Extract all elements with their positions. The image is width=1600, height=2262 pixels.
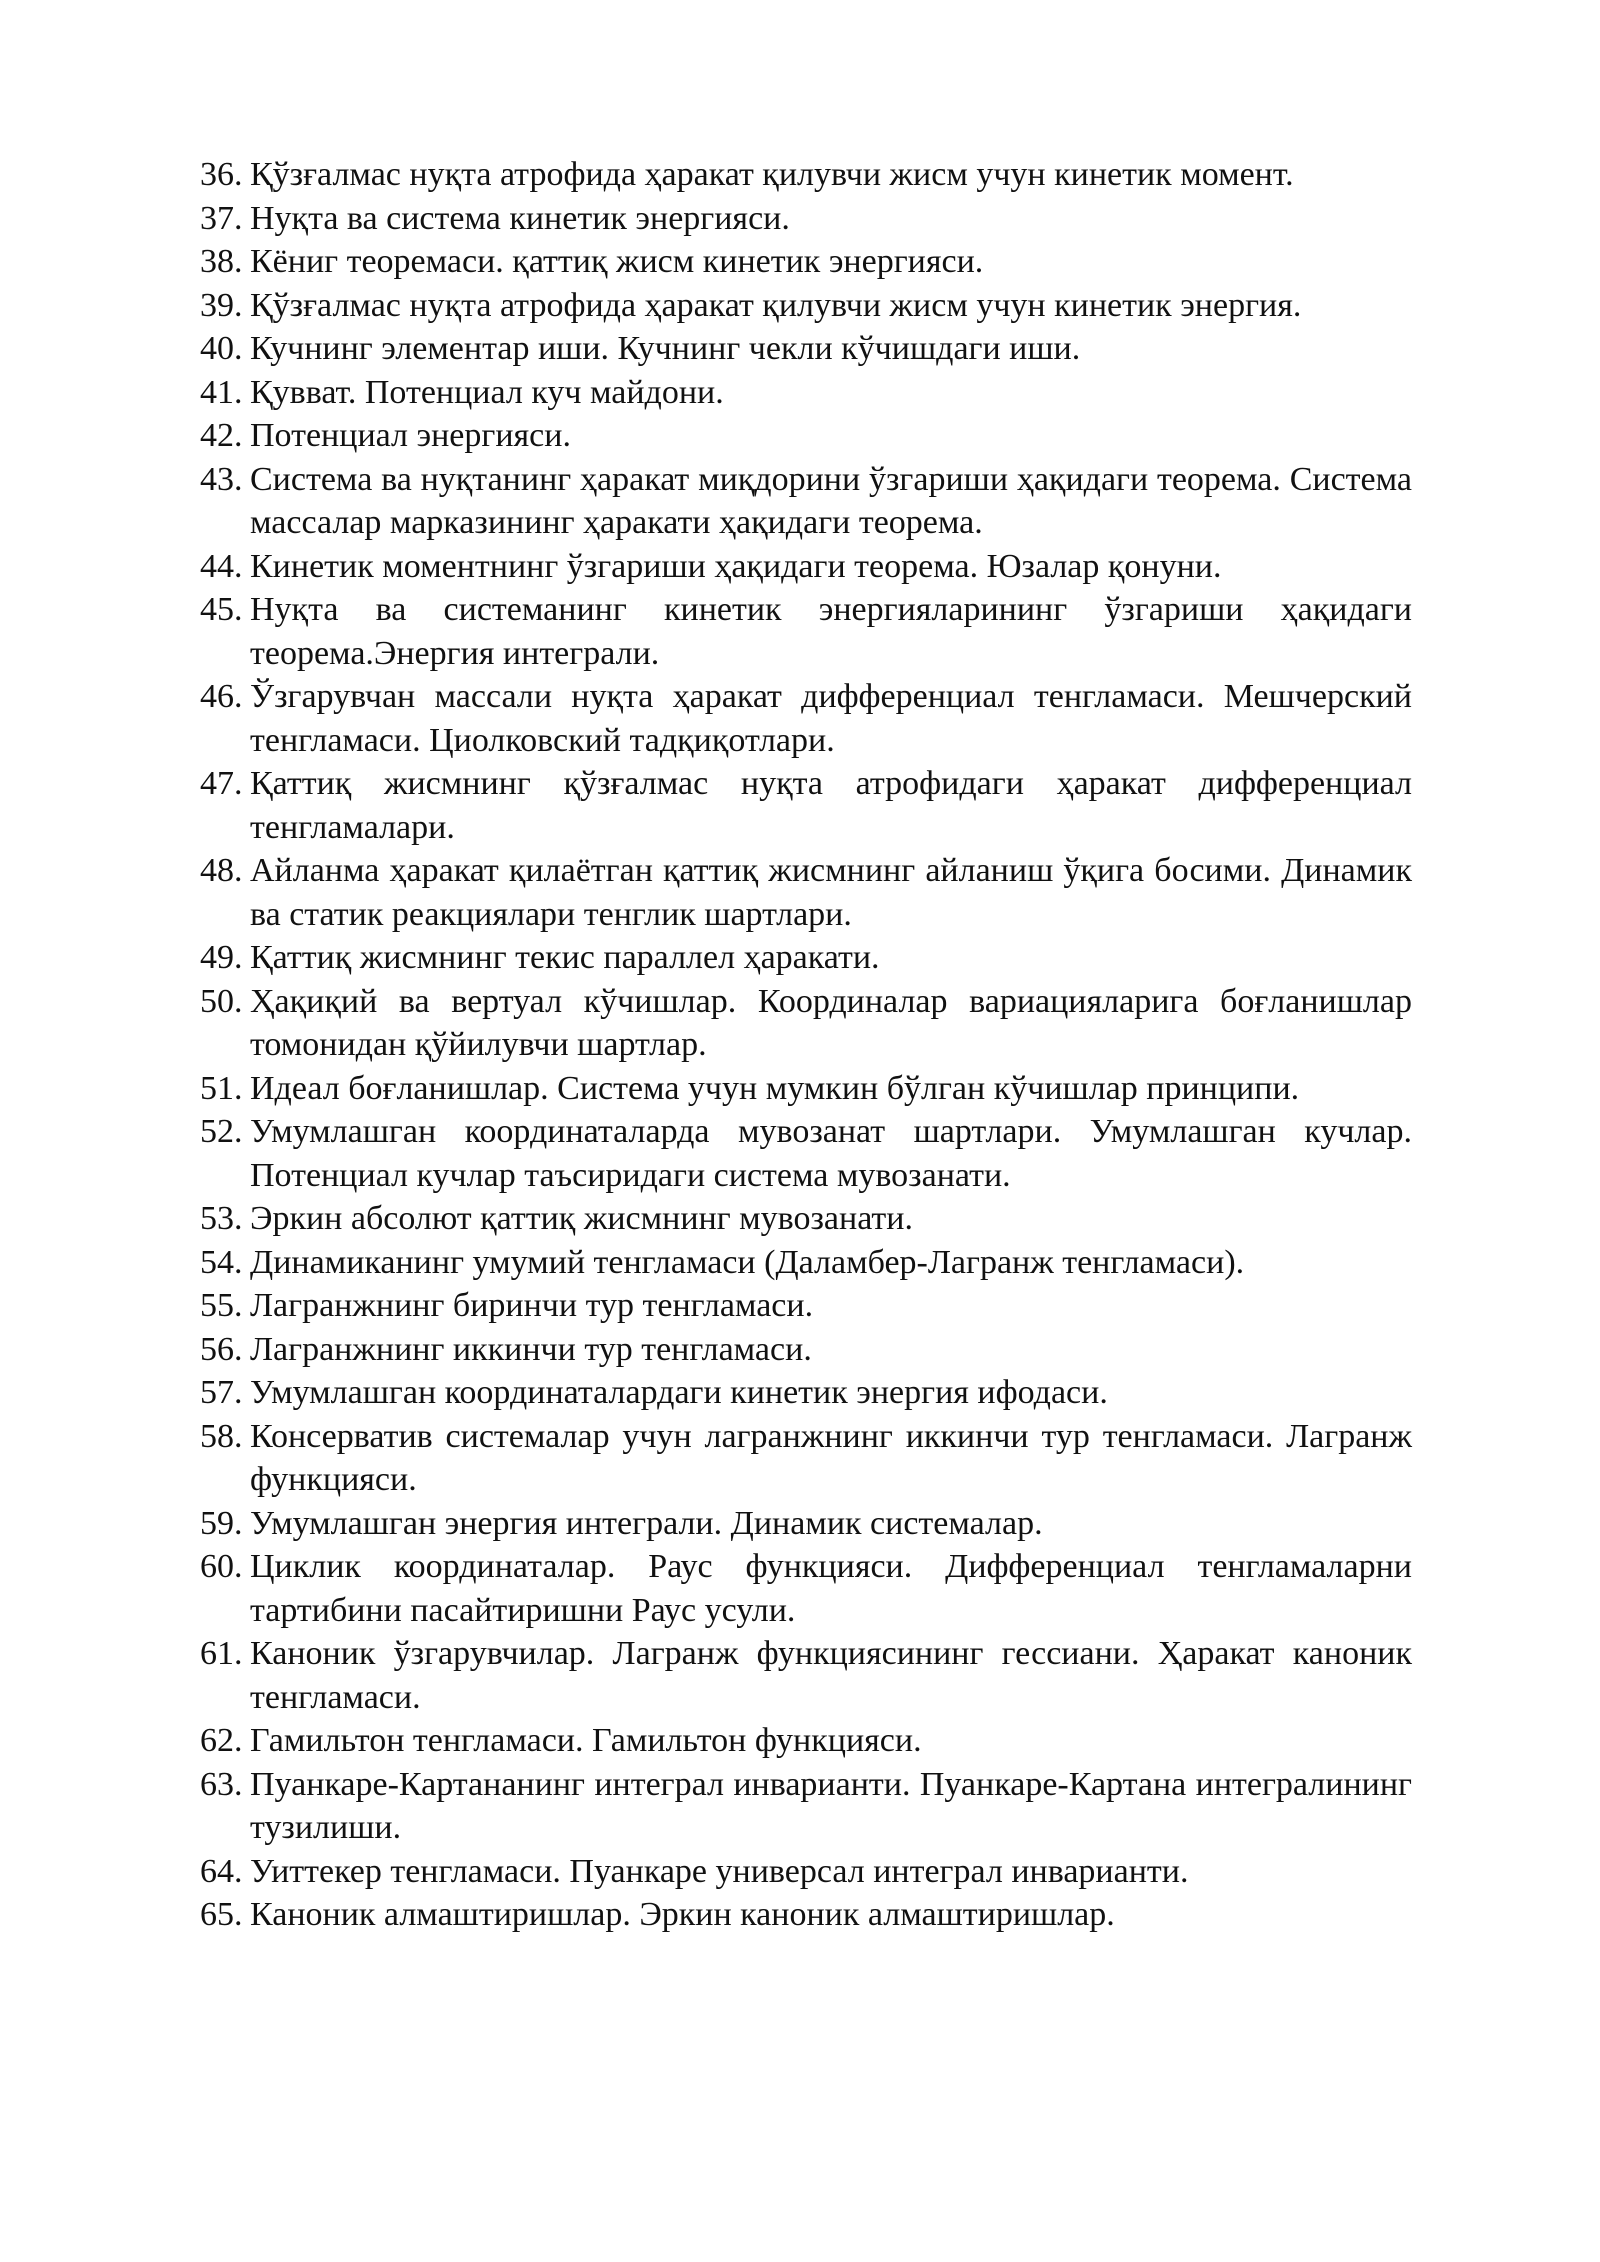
list-item (200, 327, 1412, 371)
item-text: Лагранжнинг иккинчи тур тенгламаси. (250, 1330, 812, 1368)
list-item (200, 1893, 1412, 1937)
list-item (200, 1371, 1412, 1415)
list-item (200, 1110, 1412, 1197)
item-number: 63. (200, 1765, 243, 1803)
item-number: 46. (200, 678, 243, 715)
item-text: Нуқта ва системанинг кинетик энергияларининг ўзгариши ҳақидаги теорема.Энергия интеграли. (250, 591, 1412, 672)
item-number: 40. (200, 330, 243, 367)
item-text: Кинетик моментнинг ўзгариши ҳақидаги теорема. Юзалар қонуни. (250, 547, 1222, 585)
item-text: Гамильтон тенгламаси. Гамильтон функцияси. (250, 1722, 922, 1759)
list-item (200, 849, 1412, 936)
list-item (200, 1284, 1412, 1328)
item-number: 44. (200, 547, 243, 585)
item-text: Қаттиқ жисмнинг қўзғалмас нуқта атрофидаги ҳаракат дифференциал тенгламалари. (250, 765, 1412, 846)
list-item (200, 1415, 1412, 1502)
list-item (200, 1328, 1412, 1372)
item-number: 39. (200, 286, 243, 324)
item-text: Ўзгарувчан массали нуқта ҳаракат дифференциал тенгламаси. Мешчерский тенгламаси. Циолковский тадқиқотлари. (250, 678, 1412, 759)
item-text: Система ва нуқтанинг ҳаракат миқдорини ўзгариши ҳақидаги теорема. Система массалар марказининг ҳаракати ҳақидаги теорема. (250, 460, 1412, 541)
item-text: Қувват. Потенциал куч майдони. (250, 373, 724, 411)
item-number: 51. (200, 1069, 243, 1107)
topic-list (200, 153, 1412, 1937)
list-item (200, 284, 1412, 328)
list-item (200, 153, 1412, 197)
item-number: 60. (200, 1548, 243, 1585)
list-item (200, 197, 1412, 241)
list-item (200, 1067, 1412, 1111)
item-text: Умумлашган координаталарда мувозанат шартлари. Умумлашган кучлар. Потенциал кучлар таъсиридаги система мувозанати. (250, 1113, 1412, 1194)
list-item (200, 414, 1412, 458)
item-text: Нуқта ва система кинетик энергияси. (250, 199, 790, 237)
item-number: 56. (200, 1330, 243, 1368)
item-text: Қаттиқ жисмнинг текис параллел ҳаракати. (250, 939, 880, 976)
item-text: Кучнинг элементар иши. Кучнинг чекли кўчишдаги иши. (250, 330, 1081, 367)
item-number: 55. (200, 1287, 243, 1324)
item-text: Умумлашган координаталардаги кинетик энергия ифодаси. (250, 1374, 1108, 1411)
item-text: Қўзғалмас нуқта атрофида ҳаракат қилувчи жисм учун кинетик энергия. (250, 286, 1302, 324)
item-number: 45. (200, 591, 243, 628)
item-number: 53. (200, 1200, 243, 1237)
item-text: Эркин абсолют қаттиқ жисмнинг мувозанати. (250, 1200, 913, 1237)
list-item (200, 545, 1412, 589)
list-item (200, 1545, 1412, 1632)
item-number: 37. (200, 199, 243, 237)
item-number: 49. (200, 939, 243, 976)
item-number: 59. (200, 1504, 243, 1542)
item-text: Каноник алмаштиришлар. Эркин каноник алмаштиришлар. (250, 1896, 1115, 1933)
item-number: 52. (200, 1113, 243, 1150)
list-item (200, 1241, 1412, 1285)
list-item (200, 980, 1412, 1067)
item-number: 48. (200, 852, 243, 889)
list-item (200, 458, 1412, 545)
item-text: Потенциал энергияси. (250, 417, 571, 454)
item-number: 43. (200, 460, 243, 498)
item-number: 54. (200, 1243, 243, 1281)
list-item (200, 1632, 1412, 1719)
list-item (200, 1719, 1412, 1763)
item-text: Циклик координаталар. Раус функцияси. Дифференциал тенгламаларни тартибини пасайтиришни Раус усули. (250, 1548, 1412, 1629)
item-number: 36. (200, 156, 243, 193)
item-text: Динамиканинг умумий тенгламаси (Даламбер-Лагранж тенгламаси). (250, 1243, 1245, 1281)
item-number: 38. (200, 243, 243, 280)
item-number: 57. (200, 1374, 243, 1411)
item-number: 64. (200, 1852, 243, 1890)
item-number: 62. (200, 1722, 243, 1759)
item-text: Кёниг теоремаси. қаттиқ жисм кинетик энергияси. (250, 243, 984, 280)
list-item (200, 675, 1412, 762)
item-number: 61. (200, 1635, 243, 1672)
list-item (200, 588, 1412, 675)
item-text: Уиттекер тенгламаси. Пуанкаре универсал интеграл инварианти. (250, 1852, 1189, 1890)
item-text: Лагранжнинг биринчи тур тенгламаси. (250, 1287, 814, 1324)
item-text: Пуанкаре-Картананинг интеграл инварианти. Пуанкаре-Картана интегралининг тузилиши. (250, 1765, 1412, 1846)
item-text: Умумлашган энергия интеграли. Динамик системалар. (250, 1504, 1043, 1542)
list-item (200, 240, 1412, 284)
list-item (200, 1763, 1412, 1850)
list-item (200, 762, 1412, 849)
list-item (200, 371, 1412, 415)
item-text: Қўзғалмас нуқта атрофида ҳаракат қилувчи жисм учун кинетик момент. (250, 156, 1294, 193)
item-number: 58. (200, 1417, 243, 1455)
list-item (200, 936, 1412, 980)
item-text: Консерватив системалар учун лагранжнинг иккинчи тур тенгламаси. Лагранж функцияси. (250, 1417, 1412, 1498)
item-number: 65. (200, 1896, 243, 1933)
item-number: 42. (200, 417, 243, 454)
item-text: Идеал боғланишлар. Система учун мумкин бўлган кўчишлар принципи. (250, 1069, 1300, 1107)
list-item (200, 1197, 1412, 1241)
item-text: Айланма ҳаракат қилаётган қаттиқ жисмнинг айланиш ўқига босими. Динамик ва статик реакциялари тенглик шартлари. (250, 852, 1412, 933)
item-number: 41. (200, 373, 243, 411)
list-item (200, 1850, 1412, 1894)
list-item (200, 1502, 1412, 1546)
item-text: Каноник ўзгарувчилар. Лагранж функциясининг гессиани. Ҳаракат каноник тенгламаси. (250, 1635, 1412, 1716)
item-number: 47. (200, 765, 243, 802)
item-text: Ҳақиқий ва вертуал кўчишлар. Координалар вариацияларига боғланишлар томонидан қўйилувчи шартлар. (250, 982, 1412, 1063)
item-number: 50. (200, 982, 243, 1020)
